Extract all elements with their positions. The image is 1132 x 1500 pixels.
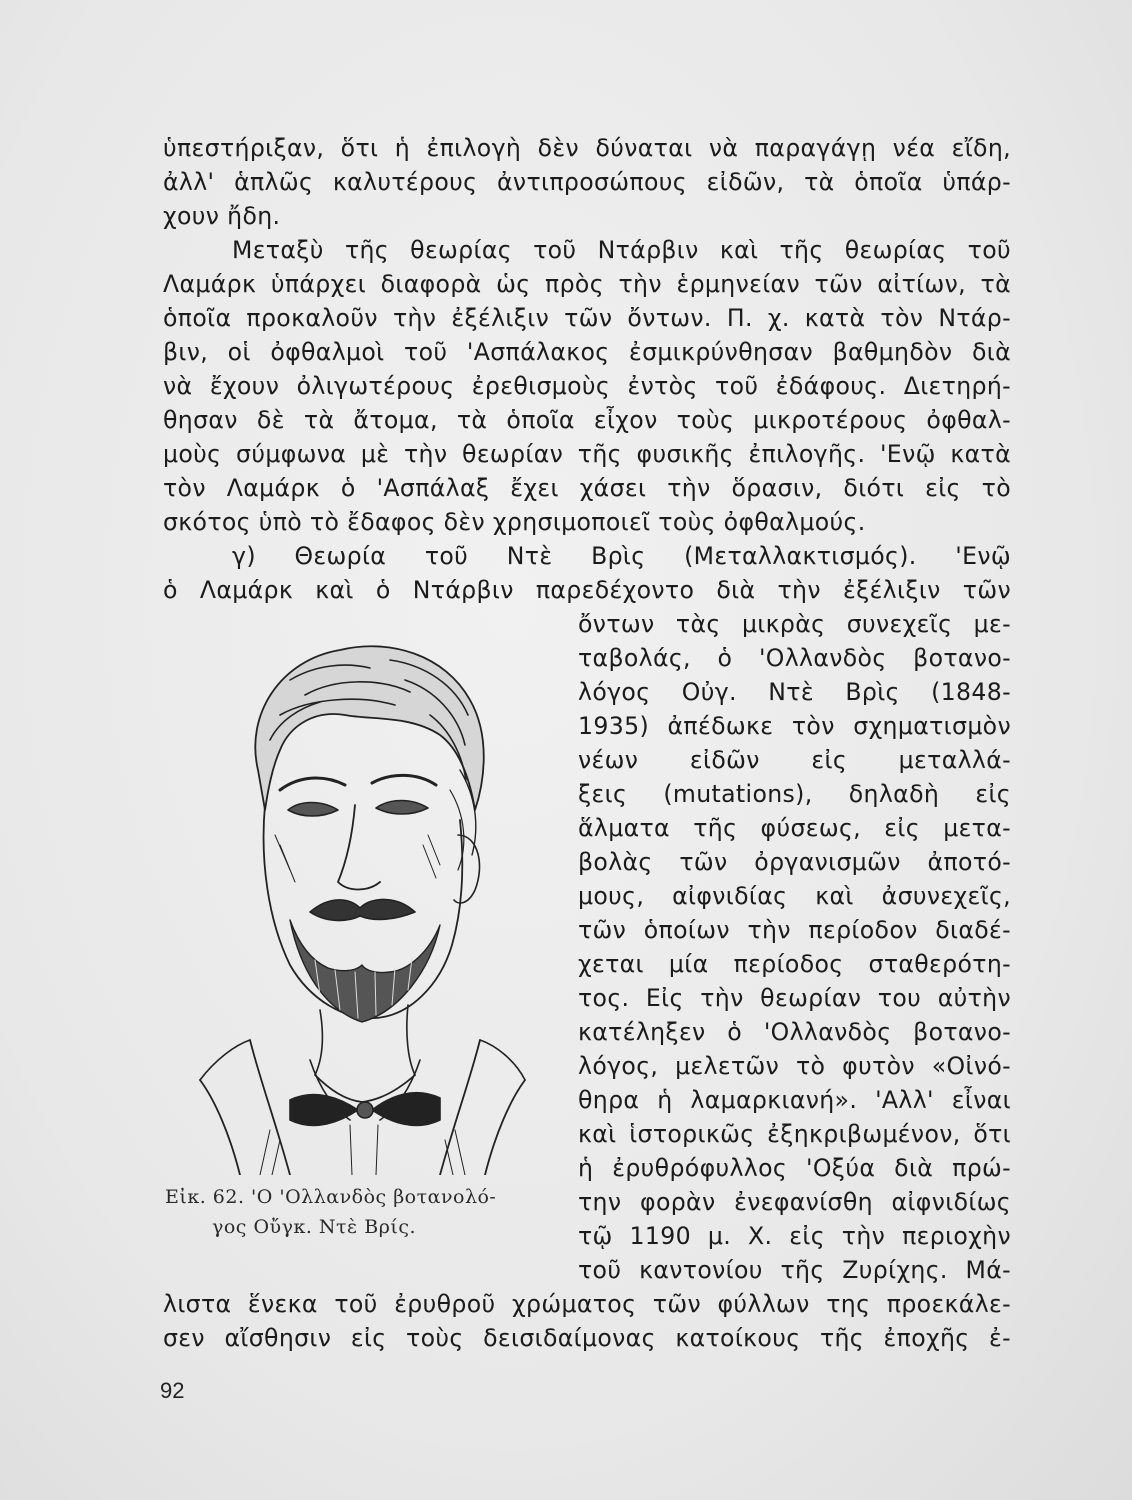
text-line: τοῦ καντονίου τῆς Ζυρίχης. Μά-: [578, 1256, 1011, 1284]
text-line: λιστα ἕνεκα τοῦ ἐρυθροῦ χρώματος τῶν φύλλων της προεκάλε-: [163, 1290, 1011, 1318]
text-line: σεν αἴσθησιν εἰς τοὺς δεισιδαίμονας κατοίκους τῆς ἐποχῆς ἐ-: [163, 1324, 1011, 1352]
portrait-moustache: [310, 899, 415, 920]
text-line: σκότος ὑπὸ τὸ ἔδαφος δὲν χρησιμοποιεῖ τοὺς ὀφθαλμούς.: [163, 508, 866, 536]
portrait-beard: [290, 920, 440, 1022]
text-line: θηρα ἡ λαμαρκιανή». 'Αλλ' εἶναι: [578, 1086, 1011, 1114]
text-line: τὸν Λαμάρκ ὁ 'Ασπάλαξ ἔχει χάσει τὴν ὅρασιν, διότι εἰς τὸ: [163, 474, 1011, 502]
text-line: θησαν δὲ τὰ ἄτομα, τὰ ὁποῖα εἶχον τοὺς μικροτέρους ὀφθαλ-: [163, 406, 1011, 434]
text-line: την φορὰν ἐνεφανίσθη αἰφνιδίως: [578, 1188, 1011, 1216]
text-line: ὁ Λαμάρκ καὶ ὁ Ντάρβιν παρεδέχοντο διὰ τὴν ἐξέλιξιν τῶν: [163, 576, 1011, 604]
figure-caption: Εἰκ. 62. 'Ο 'Ολλανδὸς βοτανολό-: [165, 1186, 497, 1208]
text-line: τῶν ὁποίων τὴν περίοδον διαδέ-: [578, 916, 1011, 944]
text-line: καὶ ἱστορικῶς ἐξηκριβωμένον, ὅτι: [578, 1120, 1011, 1148]
text-line: τος. Εἰς τὴν θεωρίαν του αὐτὴν: [578, 984, 1011, 1012]
text-line: κατέληξεν ὁ 'Ολλανδὸς βοτανο-: [578, 1018, 1011, 1046]
text-line: νὰ ἔχουν ὀλιγωτέρους ἐρεθισμοὺς ἐντὸς τοῦ ἐδάφους. Διετηρή-: [163, 372, 1011, 400]
text-line: ἡ ἐρυθρόφυλλος 'Οξύα διὰ πρώ-: [578, 1154, 1011, 1182]
text-line: Μεταξὺ τῆς θεωρίας τοῦ Ντάρβιν καὶ τῆς θεωρίας τοῦ: [232, 236, 1011, 264]
text-line: Λαμάρκ ὑπάρχει διαφορὰ ὡς πρὸς τὴν ἑρμηνείαν τῶν αἰτίων, τὰ: [163, 270, 1011, 298]
text-line: ξεις (mutations), δηλαδὴ εἰς: [578, 780, 1011, 808]
text-line: χουν ἤδη.: [163, 202, 281, 230]
text-line: μους, αἰφνιδίας καὶ ἀσυνεχεῖς,: [578, 882, 1011, 910]
text-line: βολὰς τῶν ὀργανισμῶν ἀποτό-: [578, 848, 1011, 876]
text-line: χεται μία περίοδος σταθερότη-: [578, 950, 1011, 978]
text-line: λόγος Οὐγ. Ντὲ Βρὶς (1848-: [578, 678, 1011, 706]
text-line: τῷ 1190 μ. Χ. εἰς τὴν περιοχὴν: [578, 1222, 1011, 1250]
text-line: ὁποῖα προκαλοῦν τὴν ἐξέλιξιν τῶν ὄντων. Π. χ. κατὰ τὸν Ντάρ-: [163, 304, 1011, 332]
text-line: βιν, οἱ ὀφθαλμοὶ τοῦ 'Ασπάλακος ἐσμικρύνθησαν βαθμηδὸν διὰ: [163, 338, 1011, 366]
page-number: 92: [160, 1378, 185, 1403]
text-line: μοὺς σύμφωνα μὲ τὴν θεωρίαν τῆς φυσικῆς ἐπιλογῆς. 'Ενῷ κατὰ: [163, 440, 1011, 468]
section-heading-line: γ) Θεωρία τοῦ Ντὲ Βρὶς (Μεταλλακτισμός). 'Ενῷ: [232, 542, 1011, 570]
text-line: λόγος, μελετῶν τὸ φυτὸν «Οἰνό-: [578, 1052, 1011, 1080]
text-line: ὑπεστήριξαν, ὅτι ἡ ἐπιλογὴ δὲν δύναται νὰ παραγάγῃ νέα εἴδη,: [163, 134, 1011, 162]
portrait-illustration: [140, 620, 560, 1175]
text-line: ταβολάς, ὁ 'Ολλανδὸς βοτανο-: [578, 644, 1011, 672]
text-line: ὄντων τὰς μικρὰς συνεχεῖς με-: [578, 610, 1011, 638]
text-line: ἀλλ' ἁπλῶς καλυτέρους ἀντιπροσώπους εἰδῶν, τὰ ὁποῖα ὑπάρ-: [163, 168, 1011, 196]
text-line: 1935) ἀπέδωκε τὸν σχηματισμὸν: [578, 712, 1011, 740]
figure-caption-continued: γος Οὔγκ. Ντὲ Βρίς.: [212, 1216, 417, 1238]
text-line: ἅλματα τῆς φύσεως, εἰς μετα-: [578, 814, 1011, 842]
text-line: νέων εἰδῶν εἰς μεταλλά-: [578, 746, 1011, 774]
